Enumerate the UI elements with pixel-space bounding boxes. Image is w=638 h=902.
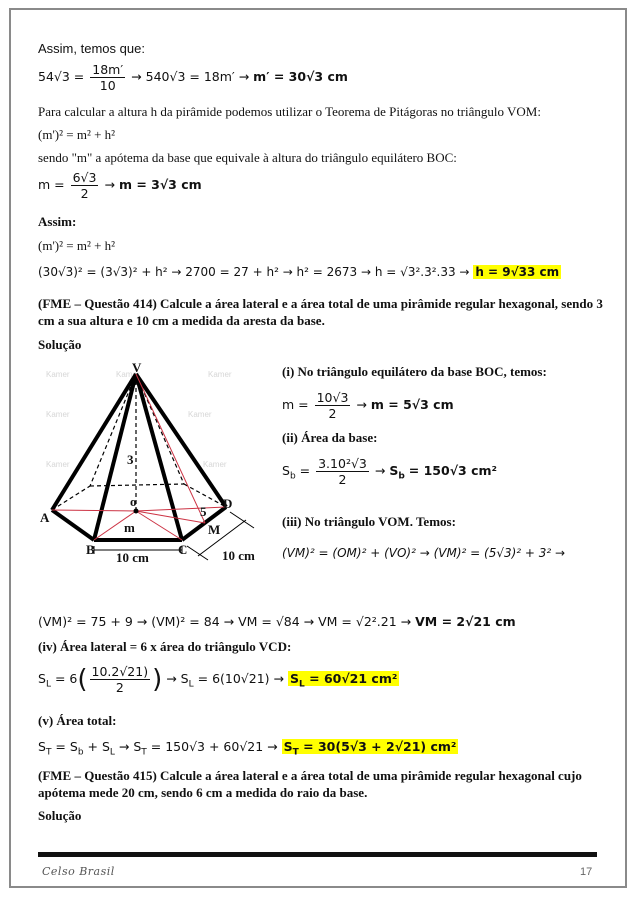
- step5-body3: → S: [118, 739, 142, 754]
- eq1-middle: → 540√3 = 18m′ →: [131, 69, 250, 84]
- label-height: 3: [127, 452, 134, 467]
- step4-title: (iv) Área lateral = 6 x área do triângulo VCD:: [38, 639, 292, 654]
- step2-result-tail: = 150√3 cm²: [408, 463, 497, 478]
- eq2-middle: →: [104, 177, 115, 192]
- step2-fraction: [316, 456, 369, 487]
- step1-equation: [282, 390, 454, 421]
- eq4-result: VM = 2√21 cm: [415, 614, 516, 629]
- apothem-text: sendo "m" a apótema da base que equivale à altura do triângulo equilátero BOC:: [38, 150, 457, 165]
- step2-equals: =: [299, 463, 311, 478]
- step2-lhs-sub: b: [289, 471, 296, 482]
- page-number: 17: [580, 866, 593, 878]
- question-415-line1: (FME – Questão 415) Calcule a área lateral e a área total de uma pirâmide regular hexagonal cujo: [38, 768, 582, 783]
- question-415-line2: apótema mede 20 cm, sendo 6 cm a medida do raio da base.: [38, 785, 368, 800]
- watermark: Kamer: [46, 410, 70, 419]
- eq1-lhs: 54√3 =: [38, 69, 85, 84]
- label-vertex-b: B: [86, 542, 95, 557]
- step5-body3-sub: T: [141, 747, 147, 758]
- step4-result: S: [290, 671, 300, 686]
- step5-equation: [38, 739, 458, 761]
- label-slant: 5: [200, 504, 207, 519]
- step4-denominator: 2: [115, 680, 124, 695]
- step2-denominator: 2: [338, 472, 347, 487]
- step5-result-highlight: [282, 739, 459, 758]
- eq2-result: m = 3√3 cm: [118, 177, 202, 192]
- equation-h: [38, 264, 561, 280]
- label-point-m: M: [208, 522, 221, 537]
- step3-equation: (VM)² = (OM)² + (VO)² → (VM)² = (5√3)² + 3² →: [282, 546, 566, 560]
- step1-middle: →: [356, 397, 367, 412]
- assim-label: Assim:: [38, 214, 77, 229]
- watermark: Kamer: [188, 410, 212, 419]
- step5-result-tail: = 30(5√3 + 2√21) cm²: [303, 739, 457, 754]
- step2-result: S: [389, 463, 399, 478]
- step5-result: S: [283, 739, 293, 754]
- formula-2: (m')² = m² + h²: [38, 238, 116, 253]
- step1-denominator: 2: [328, 406, 337, 421]
- step2-lhs: S: [282, 463, 290, 478]
- step2-equation: [282, 456, 497, 487]
- label-edge-bc: 10 cm: [116, 550, 149, 565]
- step1-fraction: [315, 390, 351, 421]
- step5-st-sub: T: [45, 747, 52, 758]
- watermark: Kamer: [46, 460, 70, 469]
- step4-middle-tail: = 6(10√21) →: [197, 671, 285, 686]
- eq2-numerator: 6√3: [72, 170, 97, 185]
- step4-middle: → S: [166, 671, 189, 686]
- step2-middle: →: [374, 463, 386, 478]
- eq4-body: (VM)² = 75 + 9 → (VM)² = 84 → VM = √84 → VM = √2².21 →: [38, 614, 412, 629]
- step4-result-highlight: [288, 671, 399, 690]
- watermark: Kamer: [203, 460, 227, 469]
- step5-body2: + S: [87, 739, 110, 754]
- step2-numerator: 3.10²√3: [318, 456, 367, 471]
- label-vertex-a: A: [40, 510, 50, 525]
- question-414-line2: cm a sua altura e 10 cm a medida da aresta da base.: [38, 313, 325, 328]
- step1-numerator: 10√3: [316, 390, 349, 405]
- label-edge-cd: 10 cm: [222, 548, 255, 563]
- watermark: Kamer: [116, 370, 140, 379]
- equation-vm: [38, 614, 516, 630]
- label-vertex-v: V: [132, 360, 142, 375]
- eq1-result: m′ = 30√3 cm: [253, 69, 348, 84]
- formula-1: (m')² = m² + h²: [38, 127, 116, 142]
- step5-body4: = 150√3 + 60√21 →: [150, 739, 278, 754]
- pythagoras-text: Para calcular a altura h da pirâmide podemos utilizar o Teorema de Pitágoras no triângulo VOM:: [38, 104, 541, 119]
- watermark: Kamer: [46, 370, 70, 379]
- step1-title: (i) No triângulo equilátero da base BOC, temos:: [282, 364, 547, 379]
- step4-result-sub: L: [299, 679, 305, 690]
- step1-lhs: m =: [282, 397, 309, 412]
- step4-lhs-sub: L: [45, 679, 51, 690]
- step4-prefix: = 6: [54, 671, 78, 686]
- step4-equation: [38, 664, 399, 695]
- step4-result-tail: = 60√21 cm²: [309, 671, 398, 686]
- solution-label-1: Solução: [38, 337, 82, 352]
- step4-middle-sub: L: [188, 679, 194, 690]
- eq1-denominator: 10: [99, 78, 116, 93]
- label-center-o: o: [130, 494, 137, 509]
- eq2-denominator: 2: [80, 186, 89, 201]
- pyramid-figure: [38, 360, 270, 568]
- step4-fraction: [90, 664, 151, 695]
- step5-body1-sub: b: [77, 747, 84, 758]
- equation-m: [38, 170, 202, 201]
- eq1-fraction: [90, 62, 125, 93]
- step5-body2-sub: L: [109, 747, 115, 758]
- equation-mprime: [38, 62, 348, 93]
- eq2-fraction: [71, 170, 99, 201]
- watermark: Kamer: [208, 370, 232, 379]
- step1-result: m = 5√3 cm: [370, 397, 454, 412]
- step2-result-sub: b: [398, 471, 405, 482]
- label-vertex-d: D: [223, 496, 233, 511]
- intro-text: Assim, temos que:: [38, 41, 145, 56]
- step5-title: (v) Área total:: [38, 713, 117, 728]
- label-apothem-m: m: [124, 520, 135, 535]
- right-paren: ): [152, 664, 163, 695]
- footer-rule: [38, 852, 597, 857]
- eq3-result: h = 9√33 cm: [475, 265, 560, 279]
- eq3-body: (30√3)² = (3√3)² + h² → 2700 = 27 + h² → h² = 2673 → h = √3².3².33 →: [38, 265, 470, 279]
- step4-lhs: S: [38, 671, 46, 686]
- question-414-line1: (FME – Questão 414) Calcule a área lateral e a área total de uma pirâmide regular hexagonal, sendo 3: [38, 296, 603, 311]
- left-paren: (: [77, 664, 88, 695]
- eq2-lhs: m =: [38, 177, 65, 192]
- eq1-numerator: 18m′: [92, 62, 124, 77]
- pyramid-drawing: [38, 360, 270, 568]
- step4-numerator: 10.2√21): [91, 664, 149, 679]
- step3-title: (iii) No triângulo VOM. Temos:: [282, 514, 456, 529]
- step2-title: (ii) Área da base:: [282, 430, 378, 445]
- step5-body1: = S: [55, 739, 78, 754]
- label-vertex-c: C: [178, 542, 188, 557]
- step5-st: S: [38, 739, 46, 754]
- solution-label-2: Solução: [38, 808, 82, 823]
- step5-result-sub: T: [292, 747, 299, 758]
- footer-signature: Celso Brasil: [42, 865, 115, 878]
